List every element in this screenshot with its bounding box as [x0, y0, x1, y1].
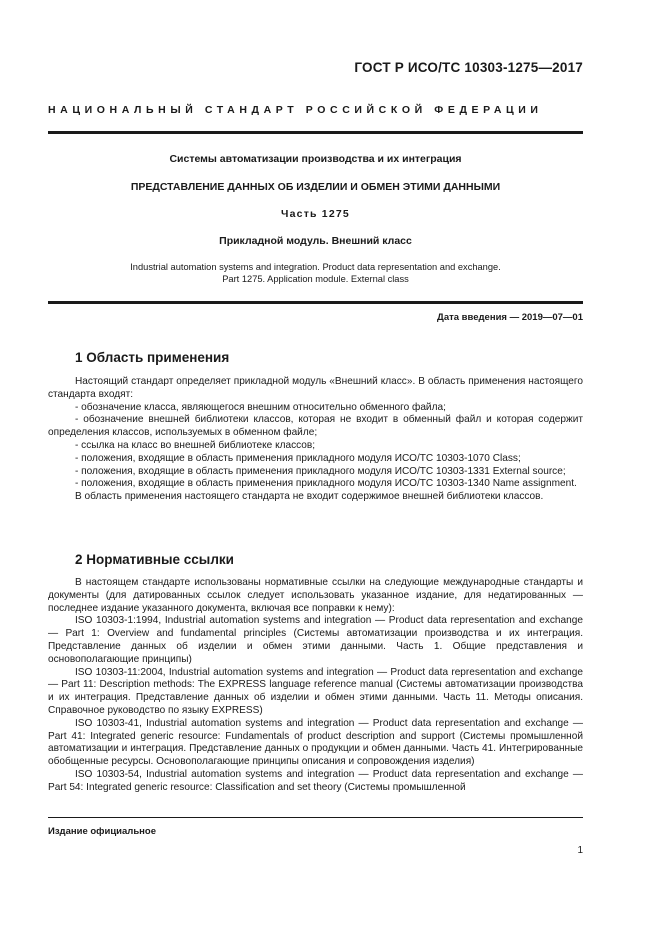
section1-paragraph: - обозначение внешней библиотеки классов, которая не входит в обменный файл и которая содержит определения классов, используемых в обменном файле; [48, 414, 583, 439]
edition-label: Издание официальное [48, 826, 156, 837]
section1-paragraph: - ссылка на класс во внешней библиотеке классов; [75, 439, 316, 451]
intro-date: Дата введения — 2019—07—01 [437, 312, 583, 323]
section1-paragraph: - обозначение класса, являющегося внешним относительно обменного файла; [75, 401, 446, 413]
section1-paragraph: Настоящий стандарт определяет прикладной модуль «Внешний класс». В область применения настоящего стандарта входят: [48, 376, 583, 400]
footer-rule [48, 817, 583, 818]
title-english-line1: Industrial automation systems and integration. Product data representation and exchange. [130, 262, 501, 272]
title-module: Прикладной модуль. Внешний класс [219, 235, 412, 247]
section2-body [48, 577, 583, 795]
header-rule [48, 131, 583, 134]
title-english-line2: Part 1275. Application module. External class [222, 274, 409, 284]
section2-heading: 2 Нормативные ссылки [75, 552, 234, 567]
section1-heading: 1 Область применения [75, 350, 230, 365]
section1-paragraph: - положения, входящие в область применения прикладного модуля ИСО/ТС 10303-1340 Name assignment. [75, 478, 577, 490]
national-standard-title: НАЦИОНАЛЬНЫЙ СТАНДАРТ РОССИЙСКОЙ ФЕДЕРАЦИИ [48, 104, 543, 116]
section1-body [48, 376, 583, 504]
page-number: 1 [577, 845, 583, 856]
title-rule [48, 301, 583, 304]
section2-paragraph: ISO 10303-54, Industrial automation systems and integration — Product data representation and exchange — Part 54: Integrated generic resource: Classification and set theory (Системы промышленной [48, 768, 583, 793]
section1-paragraph: - положения, входящие в область применения прикладного модуля ИСО/ТС 10303-1070 Class; [75, 452, 521, 464]
document-code: ГОСТ Р ИСО/ТС 10303-1275—2017 [354, 60, 583, 75]
section2-paragraph: В настоящем стандарте использованы нормативные ссылки на следующие международные стандарты и документы (для датированных ссылок следует использовать указанное издание, для недатированных — последнее издание указанного документа, включая все поправки к нему): [48, 577, 583, 614]
title-english [48, 261, 583, 285]
title-representation: ПРЕДСТАВЛЕНИЕ ДАННЫХ ОБ ИЗДЕЛИИ И ОБМЕН ЭТИМИ ДАННЫМИ [130, 181, 501, 193]
section2-paragraph: ISO 10303-11:2004, Industrial automation systems and integration — Product data representation and exchange — Part 11: Description methods: The EXPRESS language reference manual (Системы автоматизации производства и их интеграция. Представление данных об изделии и обмен этими данными. Часть 11. Методы описания. Справочное руководство по языку EXPRESS) [48, 666, 583, 716]
title-systems: Системы автоматизации производства и их интеграция [169, 153, 462, 165]
title-part: Часть 1275 [281, 208, 350, 220]
section1-paragraph: - положения, входящие в область применения прикладного модуля ИСО/ТС 10303-1331 External source; [75, 465, 566, 477]
section2-paragraph: ISO 10303-1:1994, Industrial automation systems and integration — Product data representation and exchange — Part 1: Overview and fundamental principles (Системы автоматизации производства и их интеграция. Представление данных об изделии и обмен этими данными. Часть 1. Общие представления и основополагающие принципы) [48, 615, 583, 665]
section1-paragraph: В область применения настоящего стандарта не входит содержимое внешней библиотеки классов. [75, 491, 544, 503]
section2-paragraph: ISO 10303-41, Industrial automation systems and integration — Product data representation and exchange — Part 41: Integrated generic resource: Fundamentals of product description and support (Системы промышленной автоматизации и интеграция. Представление данных о продукции и обмен данными. Часть 41. Интегрированные обобщенные ресурсы. Основополагающие принципы описания и сопровождения изделия) [48, 717, 583, 768]
